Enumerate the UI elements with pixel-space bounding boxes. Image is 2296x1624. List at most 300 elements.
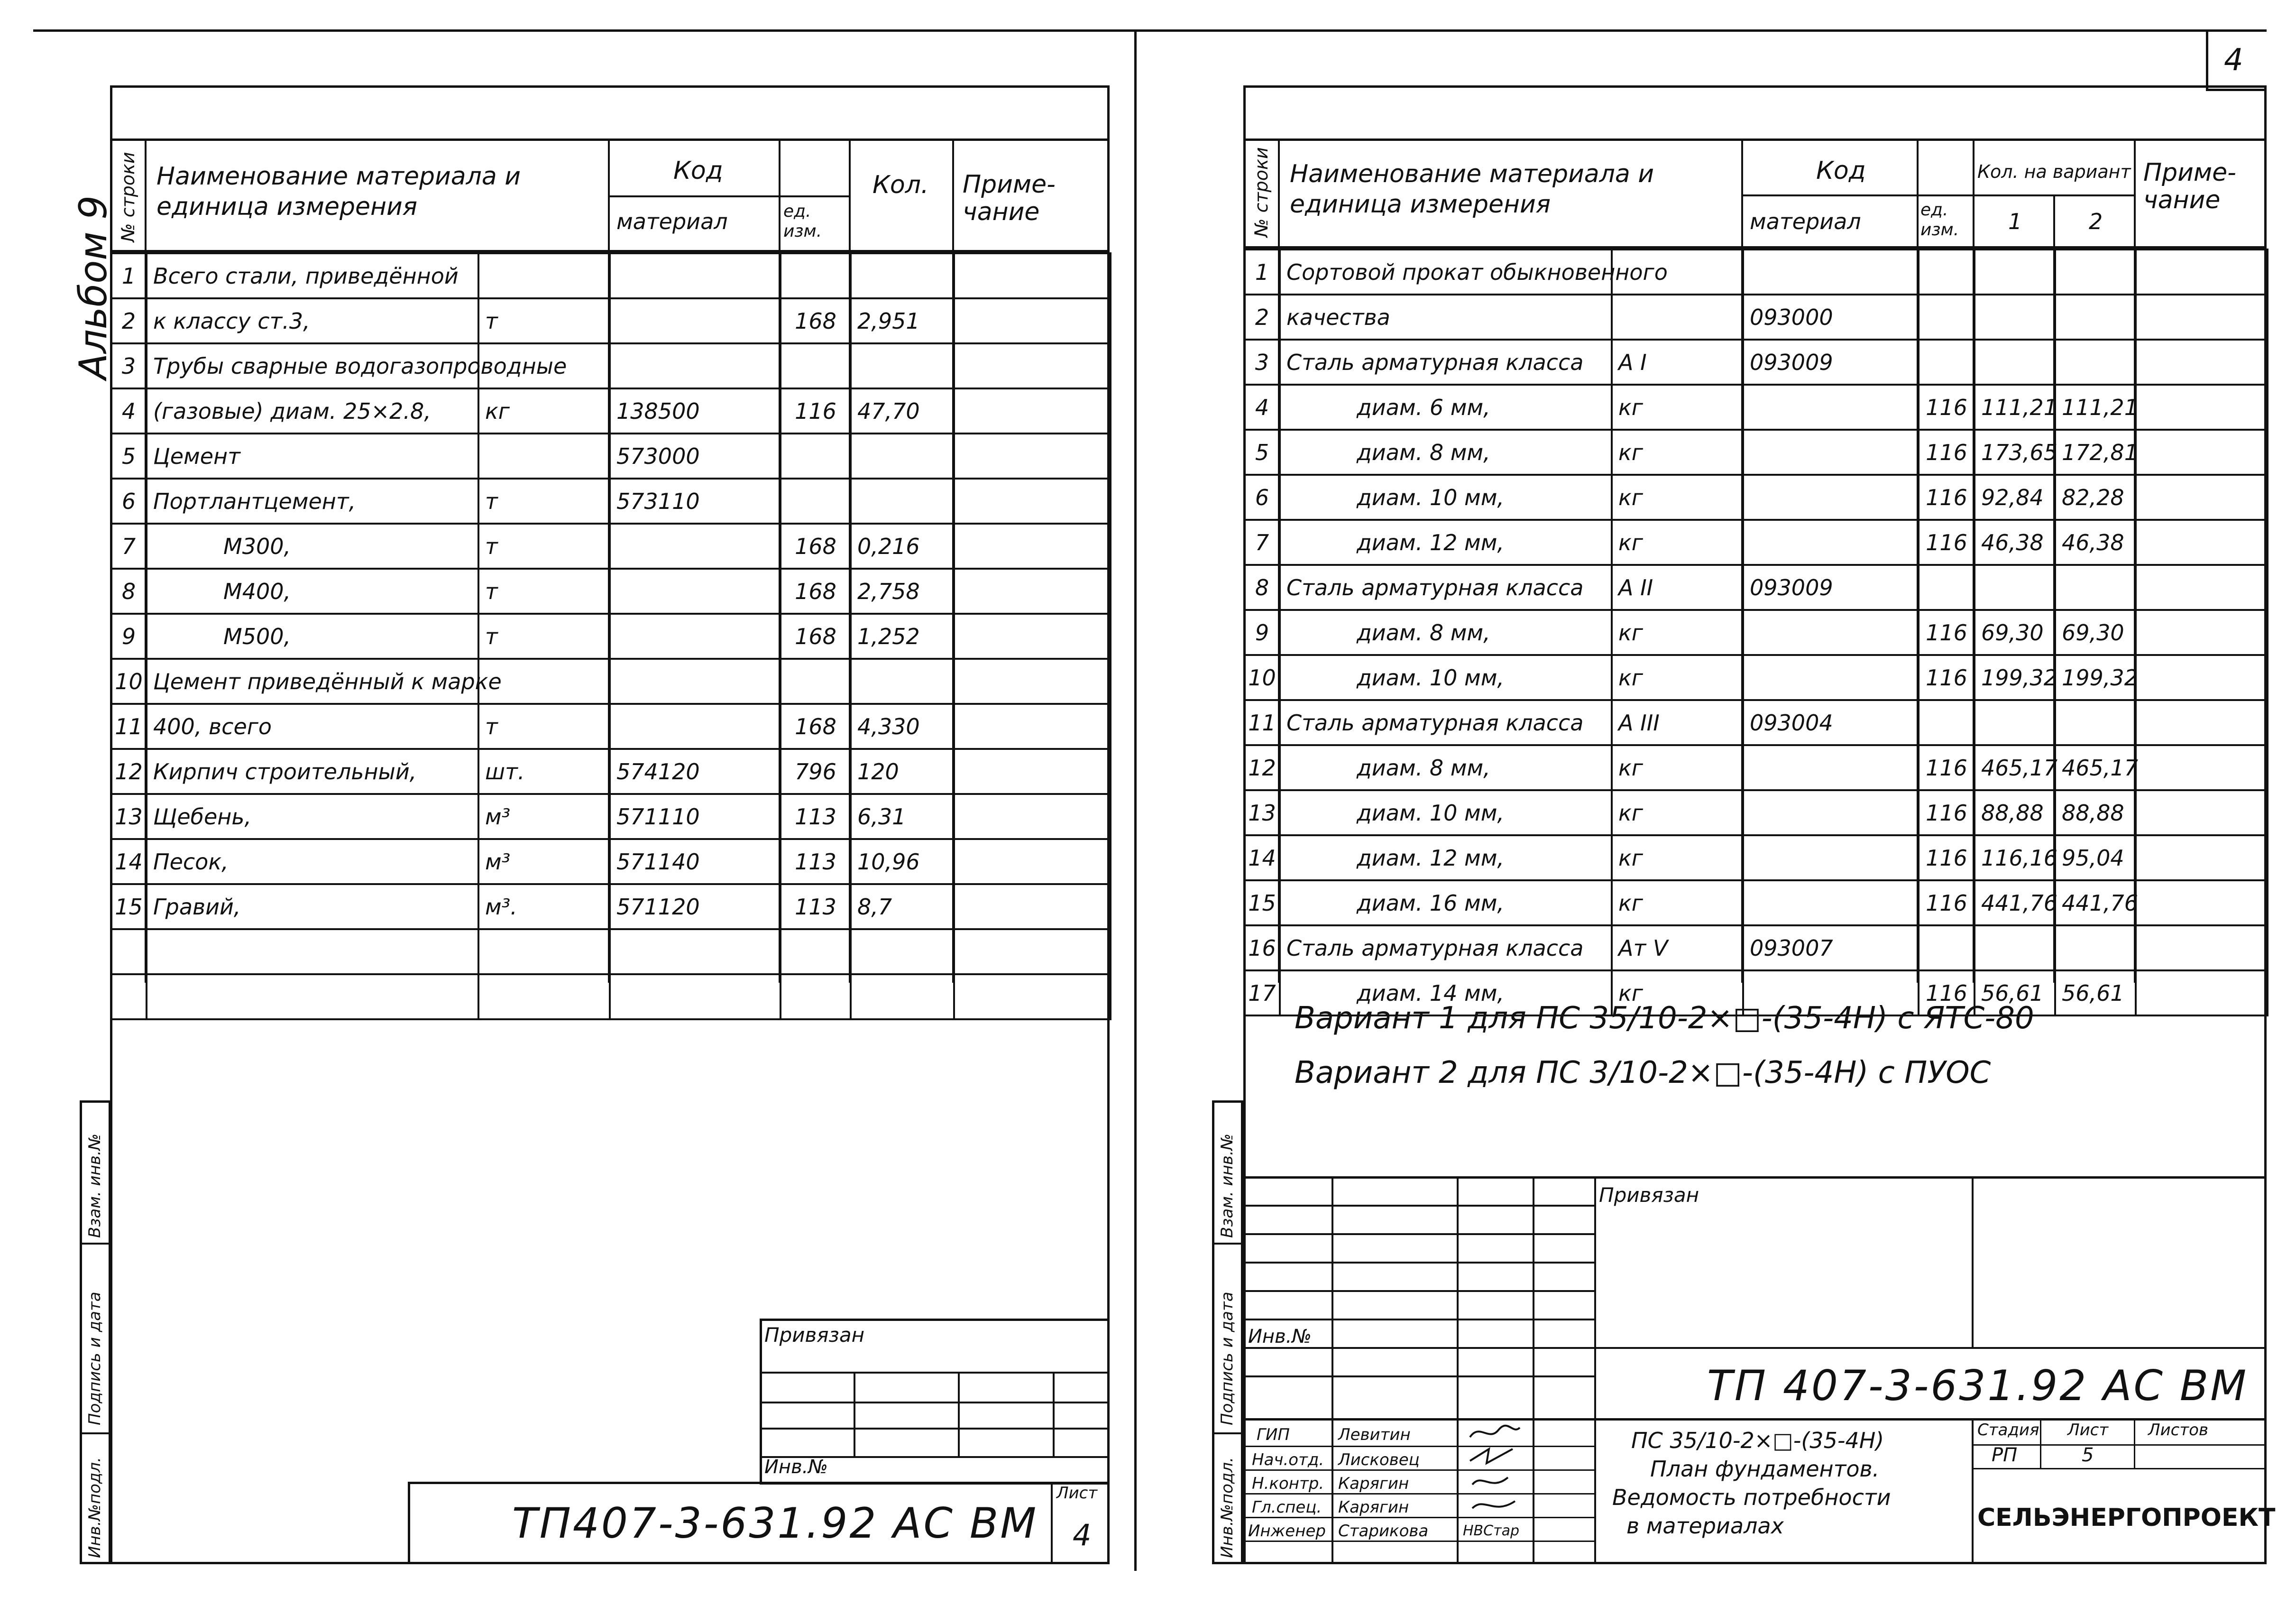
note bbox=[2136, 385, 2268, 430]
qty-variant-1 bbox=[1975, 249, 2055, 295]
unit bbox=[1612, 295, 1743, 340]
qty-variant-1: 46,38 bbox=[1975, 520, 2055, 565]
qty-variant-2: 56,61 bbox=[2055, 970, 2136, 1015]
table-row bbox=[111, 298, 1111, 343]
quantity: 8,7 bbox=[851, 884, 954, 929]
unit-code bbox=[781, 434, 851, 479]
row-number: 7 bbox=[111, 524, 147, 569]
table-row bbox=[111, 343, 1111, 388]
qty-variant-1: 465,17 bbox=[1975, 745, 2055, 790]
table-row bbox=[111, 253, 1111, 298]
unit-code: 116 bbox=[1919, 475, 1975, 520]
qty-variant-1: 88,88 bbox=[1975, 790, 2055, 835]
qty-variant-1 bbox=[1975, 340, 2055, 385]
quantity: 1,252 bbox=[851, 614, 954, 659]
material-name: Сталь арматурная класса bbox=[1280, 340, 1612, 385]
unit-code bbox=[1919, 295, 1975, 340]
unit-code: 116 bbox=[781, 388, 851, 434]
right-designation: ТП 407-3-631.92 АС ВМ bbox=[1707, 1361, 2249, 1410]
qty-variant-1: 92,84 bbox=[1975, 475, 2055, 520]
unit-code bbox=[781, 343, 851, 388]
qty-variant-2: 82,28 bbox=[2055, 475, 2136, 520]
unit: кг bbox=[1612, 610, 1743, 655]
unit: кг bbox=[1612, 655, 1743, 700]
unit-code: 116 bbox=[1919, 880, 1975, 925]
note bbox=[2136, 655, 2268, 700]
table-row bbox=[1244, 565, 2268, 610]
unit-code: 113 bbox=[781, 839, 851, 884]
note bbox=[2136, 475, 2268, 520]
material-code bbox=[610, 298, 781, 343]
material-name: Цемент bbox=[147, 434, 478, 479]
note bbox=[2136, 520, 2268, 565]
material-name: диам. 10 мм, bbox=[1280, 475, 1612, 520]
quantity: 6,31 bbox=[851, 794, 954, 839]
material-code bbox=[1743, 655, 1919, 700]
table-row bbox=[1244, 249, 2268, 295]
qty-variant-2: 46,38 bbox=[2055, 520, 2136, 565]
qty-variant-2 bbox=[2055, 295, 2136, 340]
unit: А II bbox=[1612, 565, 1743, 610]
material-code bbox=[610, 524, 781, 569]
right-hdr-v1: 1 bbox=[2008, 209, 2022, 234]
right-hdr-code-material: материал bbox=[1750, 209, 1861, 234]
note bbox=[2136, 700, 2268, 745]
role-3: Н.контр. bbox=[1252, 1474, 1324, 1493]
unit-code: 116 bbox=[1919, 520, 1975, 565]
role-2: Нач.отд. bbox=[1252, 1450, 1324, 1469]
note bbox=[954, 659, 1111, 704]
note bbox=[954, 253, 1111, 298]
quantity bbox=[851, 974, 954, 1019]
right-hdr-name: Наименование материала и единица измерения bbox=[1290, 160, 1654, 219]
material-code: 093009 bbox=[1743, 565, 1919, 610]
row-number: 13 bbox=[111, 794, 147, 839]
material-code: 093007 bbox=[1743, 925, 1919, 970]
material-name: к классу ст.3, bbox=[147, 298, 478, 343]
unit: кг bbox=[1612, 880, 1743, 925]
material-code bbox=[610, 253, 781, 298]
sheet-value: 5 bbox=[2082, 1444, 2094, 1466]
unit-code bbox=[1919, 249, 1975, 295]
qty-variant-2: 465,17 bbox=[2055, 745, 2136, 790]
unit: м³ bbox=[478, 794, 610, 839]
unit-code: 796 bbox=[781, 749, 851, 794]
material-name: диам. 8 мм, bbox=[1280, 610, 1612, 655]
material-name: диам. 12 мм, bbox=[1280, 835, 1612, 880]
table-row bbox=[1244, 475, 2268, 520]
material-code: 573000 bbox=[610, 434, 781, 479]
unit: шт. bbox=[478, 749, 610, 794]
material-name: 400, всего bbox=[147, 704, 478, 749]
row-number: 9 bbox=[1244, 610, 1280, 655]
qty-variant-1: 116,16 bbox=[1975, 835, 2055, 880]
note bbox=[2136, 430, 2268, 475]
unit: А III bbox=[1612, 700, 1743, 745]
material-name: Портлантцемент, bbox=[147, 479, 478, 524]
material-name: Песок, bbox=[147, 839, 478, 884]
note bbox=[2136, 790, 2268, 835]
right-inv-no: Инв.№ bbox=[1248, 1326, 1312, 1347]
note bbox=[2136, 835, 2268, 880]
material-code: 138500 bbox=[610, 388, 781, 434]
qty-variant-2: 69,30 bbox=[2055, 610, 2136, 655]
material-code: 571120 bbox=[610, 884, 781, 929]
left-side-inv-orig: Инв.№подл. bbox=[85, 1457, 104, 1558]
unit-code bbox=[781, 479, 851, 524]
row-number: 13 bbox=[1244, 790, 1280, 835]
row-number: 17 bbox=[1244, 970, 1280, 1015]
qty-variant-1 bbox=[1975, 700, 2055, 745]
qty-variant-1: 441,76 bbox=[1975, 880, 2055, 925]
qty-variant-1 bbox=[1975, 925, 2055, 970]
left-hdr-code-unit: ед. изм. bbox=[783, 202, 822, 241]
stage-label: Стадия bbox=[1977, 1421, 2039, 1439]
material-name: диам. 6 мм, bbox=[1280, 385, 1612, 430]
row-number: 1 bbox=[1244, 249, 1280, 295]
note bbox=[954, 343, 1111, 388]
unit: т bbox=[478, 704, 610, 749]
material-name: диам. 10 мм, bbox=[1280, 790, 1612, 835]
title-line-1: ПС 35/10-2×□-(35-4Н) bbox=[1631, 1428, 1884, 1453]
row-number: 7 bbox=[1244, 520, 1280, 565]
right-hdr-v2: 2 bbox=[2089, 209, 2103, 234]
left-hdr-code-material: материал bbox=[616, 209, 728, 234]
role-1-name: Левитин bbox=[1338, 1425, 1411, 1444]
row-number: 11 bbox=[111, 704, 147, 749]
unit: кг bbox=[1612, 790, 1743, 835]
row-number: 2 bbox=[111, 298, 147, 343]
material-name: Сортовой прокат обыкновенного bbox=[1280, 249, 1612, 295]
unit bbox=[478, 974, 610, 1019]
qty-variant-2 bbox=[2055, 249, 2136, 295]
table-row bbox=[1244, 520, 2268, 565]
material-code bbox=[610, 974, 781, 1019]
quantity: 2,758 bbox=[851, 569, 954, 614]
unit: кг bbox=[478, 388, 610, 434]
note bbox=[2136, 249, 2268, 295]
material-name bbox=[147, 974, 478, 1019]
unit-code: 116 bbox=[1919, 970, 1975, 1015]
variant-note-1: Вариант 1 для ПС 35/10-2×□-(35-4Н) с ЯТС-80 bbox=[1295, 1001, 2034, 1036]
material-code bbox=[1743, 385, 1919, 430]
material-code: 093000 bbox=[1743, 295, 1919, 340]
qty-variant-2: 199,32 bbox=[2055, 655, 2136, 700]
unit bbox=[478, 434, 610, 479]
unit: кг bbox=[1612, 385, 1743, 430]
unit: т bbox=[478, 569, 610, 614]
material-code: 574120 bbox=[610, 749, 781, 794]
material-name: Щебень, bbox=[147, 794, 478, 839]
role-4: Гл.спец. bbox=[1252, 1498, 1322, 1517]
album-label: Альбом 9 bbox=[71, 195, 115, 379]
note bbox=[954, 479, 1111, 524]
quantity bbox=[851, 479, 954, 524]
role-5: Инженер bbox=[1248, 1522, 1326, 1541]
unit-code: 116 bbox=[1919, 430, 1975, 475]
table-row bbox=[1244, 745, 2268, 790]
note bbox=[954, 298, 1111, 343]
note bbox=[2136, 880, 2268, 925]
unit-code: 168 bbox=[781, 298, 851, 343]
row-number: 16 bbox=[1244, 925, 1280, 970]
unit-code: 116 bbox=[1919, 835, 1975, 880]
qty-variant-2: 111,21 bbox=[2055, 385, 2136, 430]
unit-code: 116 bbox=[1919, 385, 1975, 430]
material-code: 571140 bbox=[610, 839, 781, 884]
row-number bbox=[111, 929, 147, 974]
unit-code: 168 bbox=[781, 704, 851, 749]
table-row bbox=[111, 794, 1111, 839]
quantity: 2,951 bbox=[851, 298, 954, 343]
title-line-4: в материалах bbox=[1626, 1513, 1784, 1539]
table-row bbox=[1244, 835, 2268, 880]
note bbox=[2136, 295, 2268, 340]
unit-code bbox=[1919, 565, 1975, 610]
org-name: СЕЛЬЭНЕРГОПРОЕКТ bbox=[1977, 1504, 2276, 1532]
qty-variant-1: 173,65 bbox=[1975, 430, 2055, 475]
table-row bbox=[111, 929, 1111, 974]
material-name: Сталь арматурная класса bbox=[1280, 565, 1612, 610]
note bbox=[954, 839, 1111, 884]
row-number: 15 bbox=[1244, 880, 1280, 925]
right-side-inv-orig: Инв.№подл. bbox=[1218, 1457, 1237, 1558]
row-number: 5 bbox=[111, 434, 147, 479]
row-number: 8 bbox=[1244, 565, 1280, 610]
role-1: ГИП bbox=[1257, 1425, 1290, 1444]
right-hdr-qty-variant: Кол. на вариант bbox=[1977, 161, 2131, 182]
note bbox=[2136, 340, 2268, 385]
unit-code bbox=[781, 253, 851, 298]
note bbox=[2136, 925, 2268, 970]
table-row bbox=[111, 614, 1111, 659]
material-name: М400, bbox=[147, 569, 478, 614]
note bbox=[954, 974, 1111, 1019]
engineer-sign: НВСтар bbox=[1463, 1522, 1519, 1539]
material-name: диам. 8 мм, bbox=[1280, 745, 1612, 790]
row-number: 4 bbox=[111, 388, 147, 434]
right-hdr-rowno: № строки bbox=[1251, 147, 1272, 237]
qty-variant-2: 441,76 bbox=[2055, 880, 2136, 925]
table-row bbox=[1244, 430, 2268, 475]
unit: Ат V bbox=[1612, 925, 1743, 970]
right-side-inv-replace: Взам. инв.№ bbox=[1218, 1133, 1237, 1238]
note bbox=[2136, 610, 2268, 655]
material-name: (газовые) диам. 25×2.8, bbox=[147, 388, 478, 434]
material-code bbox=[1743, 745, 1919, 790]
unit-code bbox=[781, 929, 851, 974]
table-row bbox=[111, 749, 1111, 794]
left-hdr-name: Наименование материала и единица измерения bbox=[156, 162, 521, 221]
table-row bbox=[1244, 295, 2268, 340]
left-designation: ТП407-3-631.92 АС ВМ bbox=[512, 1499, 1038, 1548]
qty-variant-2: 88,88 bbox=[2055, 790, 2136, 835]
left-inv-no: Инв.№ bbox=[764, 1456, 828, 1478]
left-hdr-note: Приме-чание bbox=[963, 170, 1056, 226]
material-code bbox=[610, 614, 781, 659]
note bbox=[954, 524, 1111, 569]
right-hdr-note: Приме-чание bbox=[2143, 158, 2236, 214]
table-row bbox=[111, 839, 1111, 884]
row-number: 11 bbox=[1244, 700, 1280, 745]
material-code bbox=[1743, 610, 1919, 655]
note bbox=[2136, 565, 2268, 610]
material-code bbox=[610, 704, 781, 749]
unit: кг bbox=[1612, 745, 1743, 790]
quantity: 0,216 bbox=[851, 524, 954, 569]
table-row bbox=[111, 434, 1111, 479]
unit: т bbox=[478, 614, 610, 659]
row-number: 12 bbox=[111, 749, 147, 794]
table-row bbox=[111, 479, 1111, 524]
note bbox=[954, 569, 1111, 614]
row-number: 8 bbox=[111, 569, 147, 614]
material-name: М500, bbox=[147, 614, 478, 659]
row-number: 10 bbox=[1244, 655, 1280, 700]
unit-code bbox=[1919, 700, 1975, 745]
material-name: Кирпич строительный, bbox=[147, 749, 478, 794]
qty-variant-2: 172,81 bbox=[2055, 430, 2136, 475]
sheet-label: Лист bbox=[2067, 1421, 2109, 1439]
unit-code: 113 bbox=[781, 794, 851, 839]
material-code bbox=[610, 659, 781, 704]
quantity: 47,70 bbox=[851, 388, 954, 434]
unit-code: 116 bbox=[1919, 745, 1975, 790]
qty-variant-2 bbox=[2055, 700, 2136, 745]
table-row bbox=[111, 388, 1111, 434]
table-row bbox=[111, 569, 1111, 614]
material-code bbox=[1743, 880, 1919, 925]
right-materials-table bbox=[1243, 249, 2268, 1016]
left-sheet-label: Лист bbox=[1056, 1484, 1098, 1503]
left-hdr-rowno: № строки bbox=[118, 152, 138, 242]
unit: кг bbox=[1612, 970, 1743, 1015]
role-3-name: Карягин bbox=[1338, 1474, 1409, 1493]
material-code bbox=[1743, 790, 1919, 835]
material-code bbox=[1743, 520, 1919, 565]
material-name: Гравий, bbox=[147, 884, 478, 929]
right-privyazan: Привязан bbox=[1599, 1183, 1699, 1207]
unit-code: 168 bbox=[781, 614, 851, 659]
quantity bbox=[851, 929, 954, 974]
table-row bbox=[1244, 790, 2268, 835]
unit: А I bbox=[1612, 340, 1743, 385]
row-number: 6 bbox=[1244, 475, 1280, 520]
material-name: Трубы сварные водогазопроводные bbox=[147, 343, 478, 388]
note bbox=[954, 929, 1111, 974]
right-hdr-code: Код bbox=[1816, 157, 1866, 185]
unit: кг bbox=[1612, 520, 1743, 565]
note bbox=[954, 794, 1111, 839]
note bbox=[954, 704, 1111, 749]
variant-note-2: Вариант 2 для ПС 3/10-2×□-(35-4Н) с ПУОС bbox=[1295, 1055, 1991, 1090]
unit: кг bbox=[1612, 835, 1743, 880]
title-line-3: Ведомость потребности bbox=[1612, 1485, 1891, 1510]
left-hdr-code: Код bbox=[673, 157, 723, 185]
row-number: 3 bbox=[1244, 340, 1280, 385]
role-5-name: Старикова bbox=[1338, 1522, 1429, 1541]
material-code: 571110 bbox=[610, 794, 781, 839]
unit-code: 113 bbox=[781, 884, 851, 929]
row-number: 3 bbox=[111, 343, 147, 388]
left-side-sign-date: Подпись и дата bbox=[85, 1292, 104, 1425]
note bbox=[2136, 970, 2268, 1015]
row-number: 14 bbox=[1244, 835, 1280, 880]
unit-code: 116 bbox=[1919, 610, 1975, 655]
quantity bbox=[851, 434, 954, 479]
material-name: Цемент приведённый к марке bbox=[147, 659, 478, 704]
row-number bbox=[111, 974, 147, 1019]
unit-code: 116 bbox=[1919, 790, 1975, 835]
qty-variant-1 bbox=[1975, 295, 2055, 340]
qty-variant-1: 111,21 bbox=[1975, 385, 2055, 430]
table-row bbox=[1244, 925, 2268, 970]
qty-variant-2: 95,04 bbox=[2055, 835, 2136, 880]
row-number: 10 bbox=[111, 659, 147, 704]
row-number: 4 bbox=[1244, 385, 1280, 430]
unit-code bbox=[1919, 925, 1975, 970]
material-name: М300, bbox=[147, 524, 478, 569]
quantity bbox=[851, 659, 954, 704]
material-code bbox=[1743, 475, 1919, 520]
unit-code: 168 bbox=[781, 524, 851, 569]
table-row bbox=[111, 974, 1111, 1019]
qty-variant-1: 69,30 bbox=[1975, 610, 2055, 655]
material-code bbox=[1743, 835, 1919, 880]
material-code bbox=[1743, 430, 1919, 475]
unit: т bbox=[478, 524, 610, 569]
row-number: 2 bbox=[1244, 295, 1280, 340]
table-row bbox=[1244, 340, 2268, 385]
note bbox=[954, 884, 1111, 929]
material-name: Сталь арматурная класса bbox=[1280, 925, 1612, 970]
table-row bbox=[111, 884, 1111, 929]
material-name: диам. 8 мм, bbox=[1280, 430, 1612, 475]
note bbox=[954, 388, 1111, 434]
table-row bbox=[111, 524, 1111, 569]
unit: м³. bbox=[478, 884, 610, 929]
table-row bbox=[1244, 610, 2268, 655]
qty-variant-1: 56,61 bbox=[1975, 970, 2055, 1015]
table-row bbox=[111, 704, 1111, 749]
material-name: диам. 14 мм, bbox=[1280, 970, 1612, 1015]
qty-variant-2 bbox=[2055, 925, 2136, 970]
unit: м³ bbox=[478, 839, 610, 884]
row-number: 14 bbox=[111, 839, 147, 884]
material-name: диам. 16 мм, bbox=[1280, 880, 1612, 925]
material-name: Сталь арматурная класса bbox=[1280, 700, 1612, 745]
unit-code bbox=[781, 659, 851, 704]
qty-variant-1: 199,32 bbox=[1975, 655, 2055, 700]
left-materials-table bbox=[110, 252, 1111, 1020]
row-number: 1 bbox=[111, 253, 147, 298]
unit bbox=[478, 929, 610, 974]
material-code bbox=[1743, 249, 1919, 295]
role-4-name: Карягин bbox=[1338, 1498, 1409, 1517]
material-code bbox=[610, 569, 781, 614]
table-row bbox=[1244, 655, 2268, 700]
table-row bbox=[1244, 880, 2268, 925]
quantity bbox=[851, 253, 954, 298]
material-code bbox=[610, 929, 781, 974]
left-side-inv-replace: Взам. инв.№ bbox=[85, 1133, 104, 1238]
unit-code: 116 bbox=[1919, 655, 1975, 700]
row-number: 5 bbox=[1244, 430, 1280, 475]
left-hdr-qty: Кол. bbox=[872, 171, 929, 199]
note bbox=[954, 434, 1111, 479]
quantity bbox=[851, 343, 954, 388]
note bbox=[2136, 745, 2268, 790]
